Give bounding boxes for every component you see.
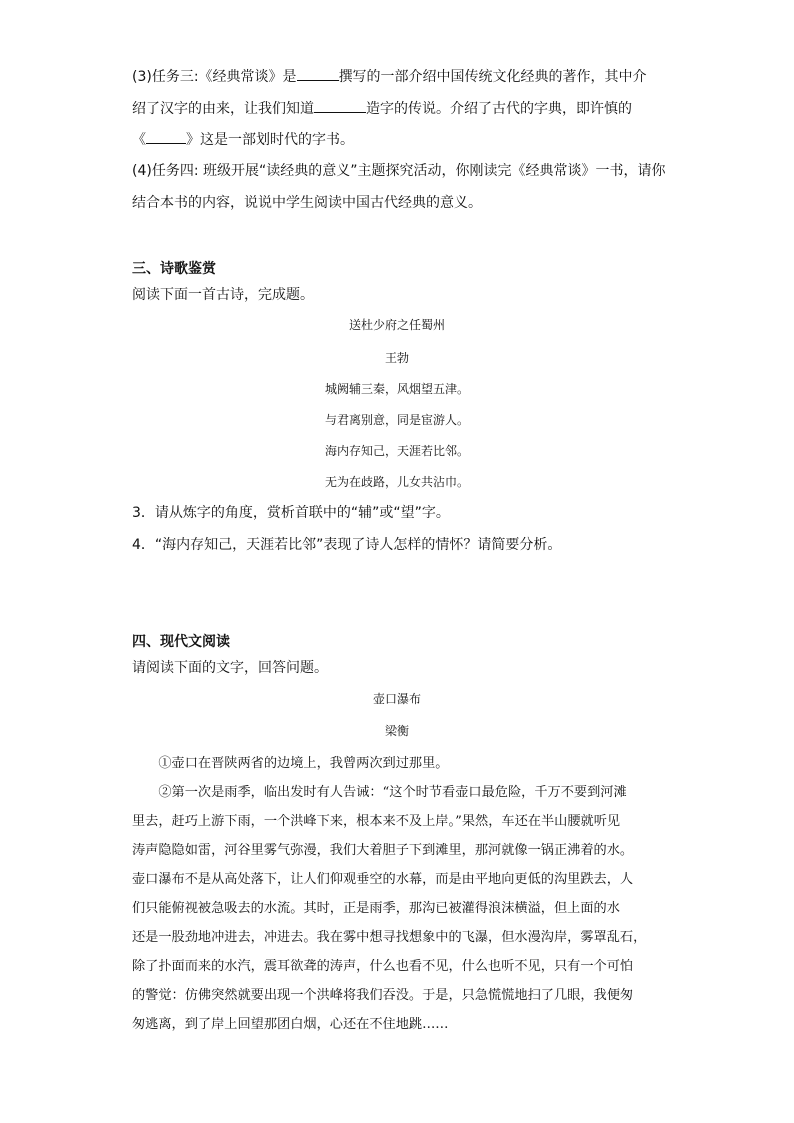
poem-line: 城阙辅三秦，风烟望五津。 [324,382,469,396]
article-line: 们只能俯视被急吸去的水流。其时，正是雨季，那沟已被灌得浪沫横溢，但上面的水 [132,901,620,916]
poem-title: 送杜少府之任蜀州 [348,318,445,332]
answer-blank[interactable] [146,129,186,144]
article-line: 涛声隐隐如雷，河谷里雾气弥漫，我们大着胆子下到滩里，那河就像一锅正沸着的水。 [132,843,634,858]
task3-line-1 [132,66,647,87]
poem-author: 王勃 [384,351,409,365]
section3-intro: 阅读下面一首古诗，完成题。 [132,287,314,303]
answer-blank[interactable] [314,98,366,113]
article-line: ②第一次是雨季，临出发时有人告诫：“这个时节看壶口最危险，千万不要到河滩 [132,785,627,800]
section4-heading: 四、现代文阅读 [132,634,230,650]
poem-line: 海内存知己，天涯若比邻。 [324,444,469,458]
task3-text: 造字的传说。介绍了古代的字典，即许慎的 [366,101,632,117]
answer-blank[interactable] [297,66,339,81]
article-line: ①壶口在晋陕两省的边境上，我曾两次到过那里。 [132,756,449,771]
task3-line-3 [132,129,354,150]
task3-text: 撰写的一部介绍中国传统文化经典的著作，其中介 [338,69,647,85]
article-line: 壶口瀑布不是从高处落下，让人们仰观垂空的水幕，而是由平地向更低的沟里跌去，人 [132,872,634,887]
task3-line-2 [132,98,632,119]
article-line: 的警觉：仿佛突然就要出现一个洪峰将我们吞没。于是，只急慌慌地扫了几眼，我便匆 [132,988,634,1003]
task4-line-1: (4)任务四: 班级开展“读经典的意义”主题探究活动，你刚读完《经典常谈》一书，请你 [132,163,666,179]
article-line: 还是一股劲地冲进去，冲进去。我在雾中想寻找想象中的飞瀑，但水漫沟岸，雾罩乱石， [132,930,647,945]
task3-text: 《 [132,132,146,148]
article-author: 梁衡 [384,724,409,738]
article-line: 除了扑面而来的水汽，震耳欲聋的涛声，什么也看不见，什么也听不见，只有一个可怕 [132,959,634,974]
task3-text: 绍了汉字的由来，让我们知道 [132,101,314,117]
section4-intro: 请阅读下面的文字，回答问题。 [132,660,328,676]
article-line: 里去，赶巧上游下雨，一个洪峰下来，根本来不及上岸。”果然，车还在半山腰就听见 [132,814,621,829]
section3-heading: 三、诗歌鉴赏 [132,261,216,277]
article-title: 壶口瀑布 [372,692,421,706]
question-4: 4．“海内存知己，天涯若比邻”表现了诗人怎样的情怀？请简要分析。 [132,537,562,553]
task3-text: (3)任务三:《经典常谈》是 [132,69,297,85]
question-3: 3．请从炼字的角度，赏析首联中的“辅”或“望”字。 [132,505,450,521]
article-line: 匆逃离，到了岸上回望那团白烟，心还在不住地跳…… [132,1017,449,1032]
task4-line-2: 结合本书的内容，说说中学生阅读中国古代经典的意义。 [132,195,482,211]
poem-line: 无为在歧路，儿女共沾巾。 [324,475,469,489]
poem-line: 与君离别意，同是宦游人。 [324,413,469,427]
article-body [132,749,662,1039]
task3-text: 》这是一部划时代的字书。 [186,132,354,148]
